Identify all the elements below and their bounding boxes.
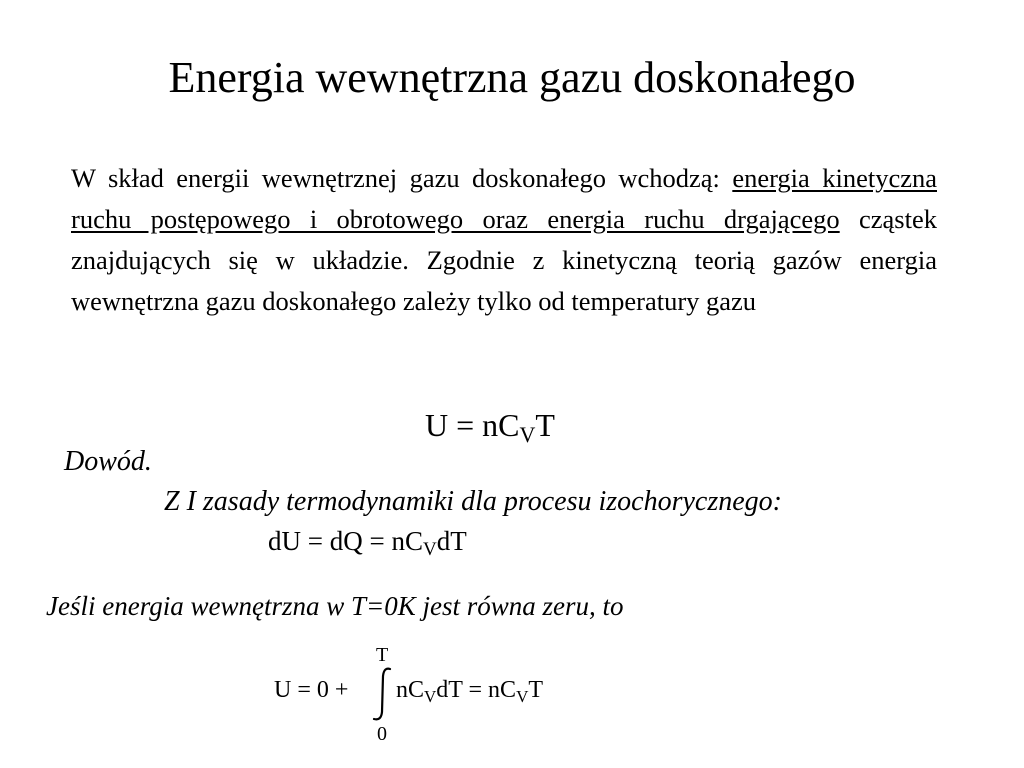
integral-sign-icon <box>370 666 396 722</box>
proof-step: Z I zasady termodynamiki dla procesu izochorycznego: <box>164 486 782 517</box>
integral-lower-limit: 0 <box>377 723 387 745</box>
paragraph-rest: cząstek znajdujących się w układzie. Zgodnie z kinetyczną teorią gazów energia wewnętrzna gazu doskonałego zależy tylko od temperatury gazu <box>71 204 937 316</box>
formula1-sub: V <box>519 422 536 447</box>
integral-rhs <box>396 677 543 704</box>
body-paragraph <box>71 158 937 322</box>
integral-upper-limit: T <box>376 644 389 666</box>
paragraph-intro: W skład energii wewnętrznej gazu doskonałego wchodzą: <box>71 163 733 193</box>
formula2-left: dU = dQ = nC <box>268 526 423 556</box>
integrand-b: dT = nC <box>436 677 517 703</box>
integral-lhs: U = 0 + <box>274 677 349 703</box>
paragraph-underlined: energia kinetyczna ruchu postępowego i obrotowego oraz energia ruchu drgającego <box>71 163 937 234</box>
integrand-a: nC <box>396 677 425 703</box>
proof-label: Dowód. <box>64 446 152 477</box>
formula1-left: U = nC <box>425 407 520 443</box>
isochoric-formula <box>268 526 467 560</box>
condition-text: Jeśli energia wewnętrzna w T=0K jest równa zeru, to <box>46 591 624 621</box>
integrand-sub-a: V <box>424 687 437 706</box>
formula2-right: dT <box>436 526 467 556</box>
formula2-sub: V <box>422 539 437 560</box>
formula1-right: T <box>535 407 555 443</box>
integrand-c: T <box>528 677 544 703</box>
slide-title: Energia wewnętrzna gazu doskonałego <box>168 53 856 102</box>
integrand-sub-b: V <box>516 687 529 706</box>
internal-energy-formula <box>425 407 555 447</box>
